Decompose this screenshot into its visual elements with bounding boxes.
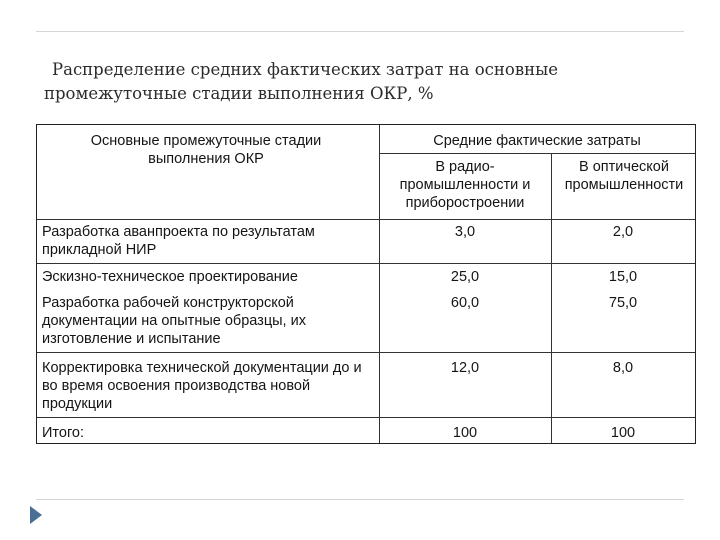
table-row-4-stage: Корректировка технической документации до и во время освоения производства новой продукции	[42, 360, 362, 412]
table-divider-row-1	[37, 219, 695, 220]
table-row-4-optical: 8,0	[612, 360, 634, 376]
table-row-2-stage: Эскизно-техническое проектирование	[42, 269, 298, 285]
table-divider-row-3	[37, 352, 695, 353]
table-row-3-stage: Разработка рабочей конструкторской документации на опытные образцы, их изготовление и испытание	[42, 295, 306, 347]
slide-title-line-2: промежуточные стадии выполнения ОКР, %	[44, 84, 434, 103]
table-divider-header-group	[379, 153, 695, 154]
header-stage-column: Основные промежуточные стадии выполнения ОКР	[90, 133, 322, 167]
header-average-costs: Средние фактические затраты	[433, 133, 641, 149]
table-divider-row-2	[37, 263, 695, 264]
header-optical-industry: В оптической промышленности	[564, 159, 684, 193]
table-row-total-radio: 100	[452, 425, 478, 441]
slide-title	[44, 58, 644, 106]
footer-rule	[36, 499, 684, 500]
table-row-2-optical: 15,0	[608, 269, 638, 285]
table-row-1-radio: 3,0	[454, 224, 476, 240]
triangle-bullet-icon	[28, 504, 44, 526]
table-row-2-radio: 25,0	[450, 269, 480, 285]
table-row-4-radio: 12,0	[450, 360, 480, 376]
header-radio-industry: В радио-промышленности и приборостроении	[399, 159, 531, 211]
table-row-total-optical: 100	[610, 425, 636, 441]
table-row-1-optical: 2,0	[612, 224, 634, 240]
table-row-1-stage: Разработка аванпроекта по результатам прикладной НИР	[42, 224, 315, 258]
table-row-3-radio: 60,0	[450, 295, 480, 311]
table-row-total-stage: Итого:	[42, 425, 85, 441]
slide-title-line-1: Распределение средних фактических затрат на основные	[52, 60, 559, 79]
top-rule	[36, 31, 684, 32]
table-row-3-optical: 75,0	[608, 295, 638, 311]
cost-distribution-table	[36, 124, 696, 444]
table-divider-row-4	[37, 417, 695, 418]
